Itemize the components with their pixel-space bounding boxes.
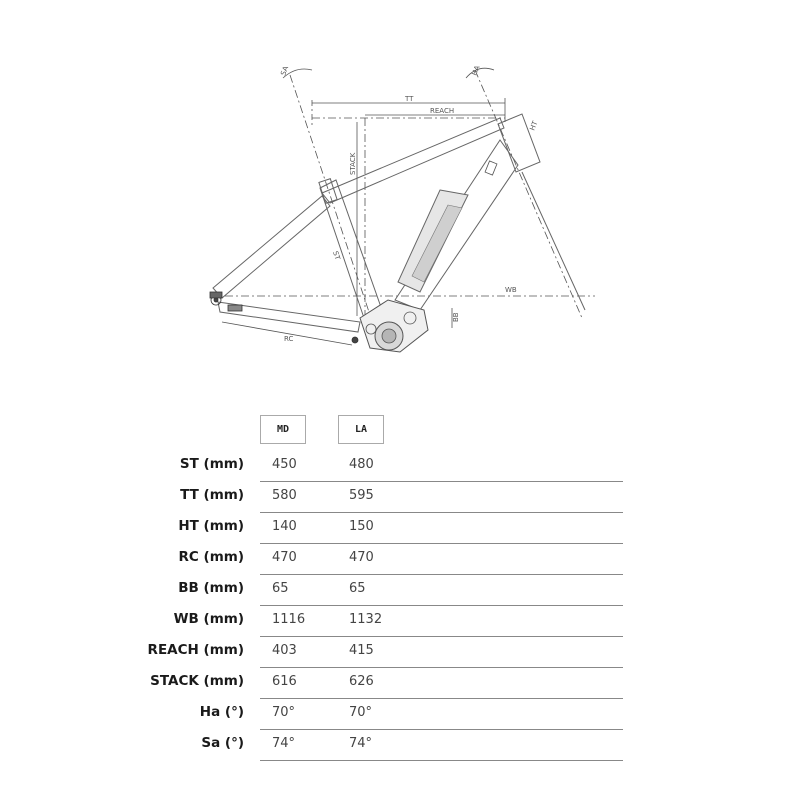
value-la: 626	[349, 674, 374, 689]
value-md: 616	[272, 674, 297, 689]
value-la: 150	[349, 519, 374, 534]
table-row	[0, 636, 800, 667]
motor-unit	[360, 300, 428, 352]
reach-label: REACH	[430, 107, 455, 115]
table-row	[0, 729, 800, 760]
value-la: 1132	[349, 612, 383, 627]
table-row	[0, 698, 800, 729]
ha-label: HA	[470, 64, 482, 77]
row-label: HT (mm)	[178, 518, 244, 534]
table-row	[0, 574, 800, 605]
sa-label: SA	[279, 65, 291, 77]
value-md: 70°	[272, 705, 296, 720]
table-row	[0, 605, 800, 636]
table-row	[0, 667, 800, 698]
value-la: 480	[349, 457, 374, 472]
value-la: 415	[349, 643, 374, 658]
value-md: 403	[272, 643, 297, 658]
rc-label: RC	[284, 335, 294, 343]
value-md: 74°	[272, 736, 296, 751]
row-label: WB (mm)	[173, 611, 244, 627]
ht-label: HT	[528, 119, 540, 132]
value-md: 580	[272, 488, 297, 503]
bb-label: BB	[452, 312, 460, 322]
value-md: 450	[272, 457, 297, 472]
row-label: BB (mm)	[178, 580, 244, 596]
row-label: Ha (°)	[199, 704, 244, 720]
seat-stay	[213, 196, 330, 298]
value-la: 65	[349, 581, 366, 596]
value-md: 1116	[272, 612, 306, 627]
row-label: STACK (mm)	[150, 673, 244, 689]
table-row	[0, 543, 800, 574]
value-la: 74°	[349, 736, 373, 751]
st-label: ST	[331, 250, 342, 261]
size-header-la: LA	[338, 415, 384, 444]
value-md: 65	[272, 581, 289, 596]
row-label: ST (mm)	[179, 456, 244, 472]
stack-label: STACK	[349, 152, 357, 175]
table-row	[0, 450, 800, 481]
table-row	[0, 481, 800, 512]
battery-pack	[398, 161, 497, 292]
value-md: 140	[272, 519, 297, 534]
table-row	[0, 512, 800, 543]
seat-tube	[320, 180, 382, 318]
row-label: TT (mm)	[180, 487, 244, 503]
row-label: REACH (mm)	[147, 642, 244, 658]
geometry-table	[0, 400, 800, 800]
value-la: 70°	[349, 705, 373, 720]
seat-angle-line	[290, 75, 375, 330]
value-la: 595	[349, 488, 374, 503]
tt-label: TT	[405, 95, 414, 103]
head-angle-line	[475, 70, 582, 318]
row-label: Sa (°)	[201, 735, 244, 751]
value-la: 470	[349, 550, 374, 565]
row-label: RC (mm)	[178, 549, 244, 565]
size-header-md: MD	[260, 415, 306, 444]
value-md: 470	[272, 550, 297, 565]
wb-label: WB	[505, 286, 517, 294]
